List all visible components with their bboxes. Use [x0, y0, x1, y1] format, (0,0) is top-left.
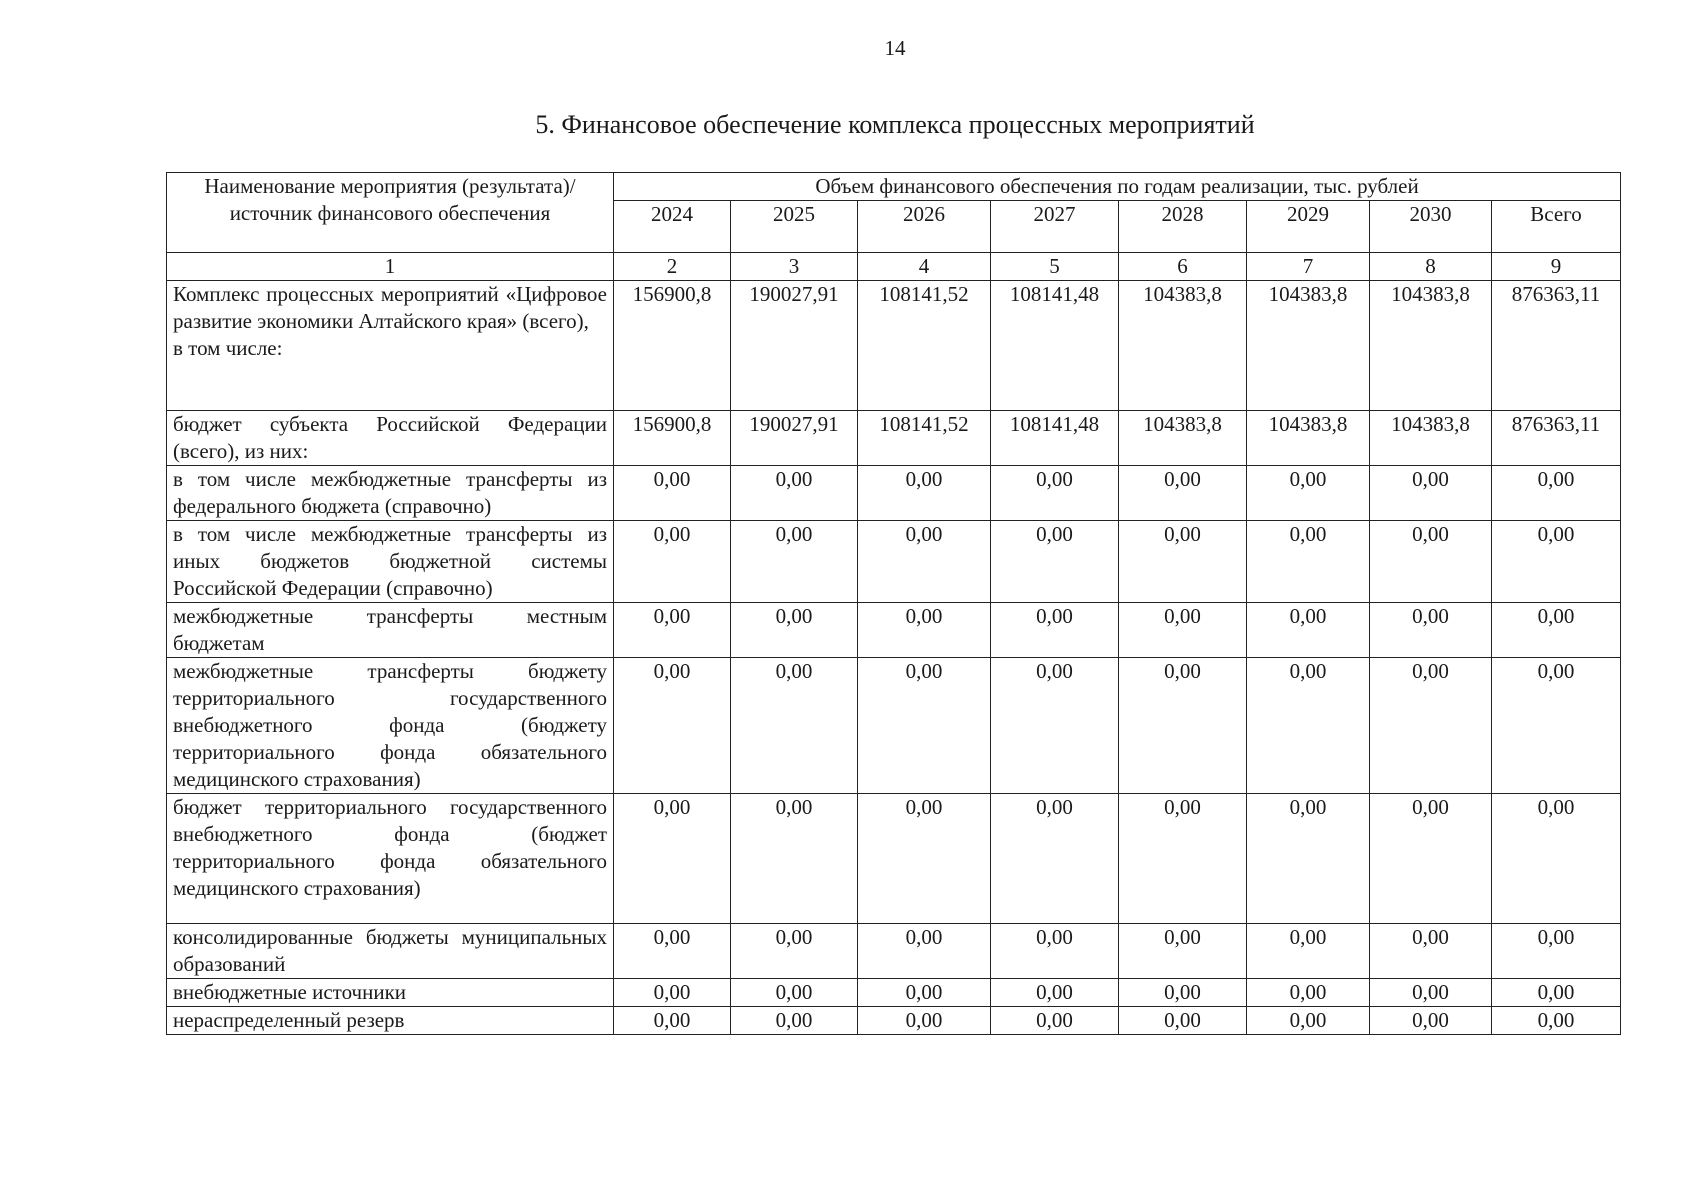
row-value: 0,00: [991, 658, 1119, 794]
year-header: 2024: [614, 201, 731, 253]
row-value: 104383,8: [1247, 411, 1370, 466]
column-number: 7: [1247, 253, 1370, 281]
row-value: 0,00: [991, 603, 1119, 658]
table-row: [167, 411, 1621, 466]
row-value: 0,00: [614, 521, 731, 603]
row-value: 0,00: [858, 603, 991, 658]
row-value: 0,00: [1370, 466, 1492, 521]
row-value: 0,00: [1492, 924, 1621, 979]
year-header: 2028: [1119, 201, 1247, 253]
table-row: [167, 281, 1621, 411]
row-value: 0,00: [991, 1007, 1119, 1035]
volume-column-header: Объем финансового обеспечения по годам реализации, тыс. рублей: [614, 173, 1621, 201]
row-value: 0,00: [1119, 1007, 1247, 1035]
row-value: 0,00: [858, 521, 991, 603]
year-header: Всего: [1492, 201, 1621, 253]
row-name: бюджет субъекта Российской Федерации (всего), из них:: [167, 411, 614, 466]
row-value: 0,00: [858, 979, 991, 1007]
row-name: нераспределенный резерв: [167, 1007, 614, 1035]
row-value: 0,00: [858, 658, 991, 794]
row-value: 104383,8: [1370, 411, 1492, 466]
row-name: межбюджетные трансферты бюджету территориального государственного внебюджетного фонда (бюджету территориального фонда обязательного медицинского страхования): [167, 658, 614, 794]
row-value: 0,00: [858, 466, 991, 521]
row-value: 0,00: [731, 979, 858, 1007]
row-value: 0,00: [614, 466, 731, 521]
row-value: 0,00: [731, 521, 858, 603]
row-value: 0,00: [731, 658, 858, 794]
row-value: 0,00: [1247, 979, 1370, 1007]
row-value: 0,00: [1492, 658, 1621, 794]
page-number: 14: [884, 36, 906, 60]
row-value: 190027,91: [731, 411, 858, 466]
row-value: 108141,48: [991, 281, 1119, 411]
row-value: 104383,8: [1370, 281, 1492, 411]
year-header: 2030: [1370, 201, 1492, 253]
row-value: 0,00: [731, 924, 858, 979]
row-value: 0,00: [1370, 1007, 1492, 1035]
row-value: 0,00: [614, 979, 731, 1007]
row-value: 0,00: [1119, 794, 1247, 924]
row-value: 0,00: [1247, 924, 1370, 979]
row-value: 0,00: [1370, 603, 1492, 658]
row-value: 0,00: [991, 924, 1119, 979]
table-row: [167, 1007, 1621, 1035]
row-name: Комплекс процессных мероприятий «Цифровое развитие экономики Алтайского края» (всего), в том числе:: [167, 281, 614, 411]
year-header: 2029: [1247, 201, 1370, 253]
year-header: 2026: [858, 201, 991, 253]
row-value: 156900,8: [614, 281, 731, 411]
row-value: 0,00: [731, 466, 858, 521]
row-name: консолидированные бюджеты муниципальных образований: [167, 924, 614, 979]
page-title: 5. Финансовое обеспечение комплекса процессных мероприятий: [535, 110, 1255, 139]
table-row: [167, 658, 1621, 794]
row-value: 0,00: [731, 1007, 858, 1035]
row-value: 0,00: [1247, 794, 1370, 924]
row-value: 0,00: [614, 603, 731, 658]
column-number: 8: [1370, 253, 1492, 281]
row-value: 0,00: [858, 924, 991, 979]
column-number: 5: [991, 253, 1119, 281]
row-value: 156900,8: [614, 411, 731, 466]
row-value: 0,00: [1119, 466, 1247, 521]
row-value: 108141,52: [858, 411, 991, 466]
row-name: в том числе межбюджетные трансферты из иных бюджетов бюджетной системы Российской Федерации (справочно): [167, 521, 614, 603]
table-row: [167, 466, 1621, 521]
column-numbers-row: [167, 253, 1621, 281]
row-value: 0,00: [991, 466, 1119, 521]
row-value: 0,00: [1492, 521, 1621, 603]
row-value: 0,00: [731, 794, 858, 924]
row-name: в том числе межбюджетные трансферты из федерального бюджета (справочно): [167, 466, 614, 521]
row-value: 0,00: [731, 603, 858, 658]
row-value: 0,00: [1119, 924, 1247, 979]
header-row: [167, 173, 1621, 201]
row-value: 876363,11: [1492, 281, 1621, 411]
row-value: 0,00: [1370, 794, 1492, 924]
row-value: 0,00: [1492, 603, 1621, 658]
column-number: 1: [167, 253, 614, 281]
row-value: 0,00: [1492, 794, 1621, 924]
row-value: 0,00: [614, 1007, 731, 1035]
row-value: 876363,11: [1492, 411, 1621, 466]
row-value: 0,00: [858, 794, 991, 924]
row-value: 0,00: [614, 924, 731, 979]
row-value: 0,00: [614, 794, 731, 924]
column-number: 9: [1492, 253, 1621, 281]
column-number: 2: [614, 253, 731, 281]
row-value: 0,00: [1247, 1007, 1370, 1035]
row-value: 104383,8: [1119, 411, 1247, 466]
row-value: 0,00: [1119, 521, 1247, 603]
row-value: 0,00: [614, 658, 731, 794]
row-value: 0,00: [1119, 658, 1247, 794]
row-value: 190027,91: [731, 281, 858, 411]
row-value: 0,00: [991, 794, 1119, 924]
row-value: 0,00: [1247, 466, 1370, 521]
row-value: 0,00: [1247, 603, 1370, 658]
column-number: 6: [1119, 253, 1247, 281]
row-value: 0,00: [991, 521, 1119, 603]
row-value: 0,00: [1370, 979, 1492, 1007]
column-number: 4: [858, 253, 991, 281]
row-value: 0,00: [1370, 924, 1492, 979]
table-row: [167, 979, 1621, 1007]
table-row: [167, 924, 1621, 979]
name-column-header: Наименование мероприятия (результата)/источник финансового обеспечения: [167, 173, 614, 253]
row-value: 0,00: [1119, 603, 1247, 658]
table-row: [167, 794, 1621, 924]
row-value: 0,00: [858, 1007, 991, 1035]
row-value: 108141,48: [991, 411, 1119, 466]
row-value: 0,00: [1492, 1007, 1621, 1035]
row-value: 0,00: [1492, 466, 1621, 521]
table-row: [167, 603, 1621, 658]
financing-table: [166, 172, 1621, 1035]
row-name: межбюджетные трансферты местным бюджетам: [167, 603, 614, 658]
row-value: 104383,8: [1247, 281, 1370, 411]
row-name: внебюджетные источники: [167, 979, 614, 1007]
row-value: 0,00: [1247, 521, 1370, 603]
year-header: 2027: [991, 201, 1119, 253]
row-value: 0,00: [1492, 979, 1621, 1007]
row-value: 0,00: [1370, 521, 1492, 603]
row-name: бюджет территориального государственного внебюджетного фонда (бюджет территориального фонда обязательного медицинского страхования): [167, 794, 614, 924]
row-value: 108141,52: [858, 281, 991, 411]
row-value: 0,00: [1119, 979, 1247, 1007]
year-header: 2025: [731, 201, 858, 253]
row-value: 0,00: [1370, 658, 1492, 794]
row-value: 0,00: [991, 979, 1119, 1007]
row-value: 0,00: [1247, 658, 1370, 794]
column-number: 3: [731, 253, 858, 281]
table-row: [167, 521, 1621, 603]
row-value: 104383,8: [1119, 281, 1247, 411]
